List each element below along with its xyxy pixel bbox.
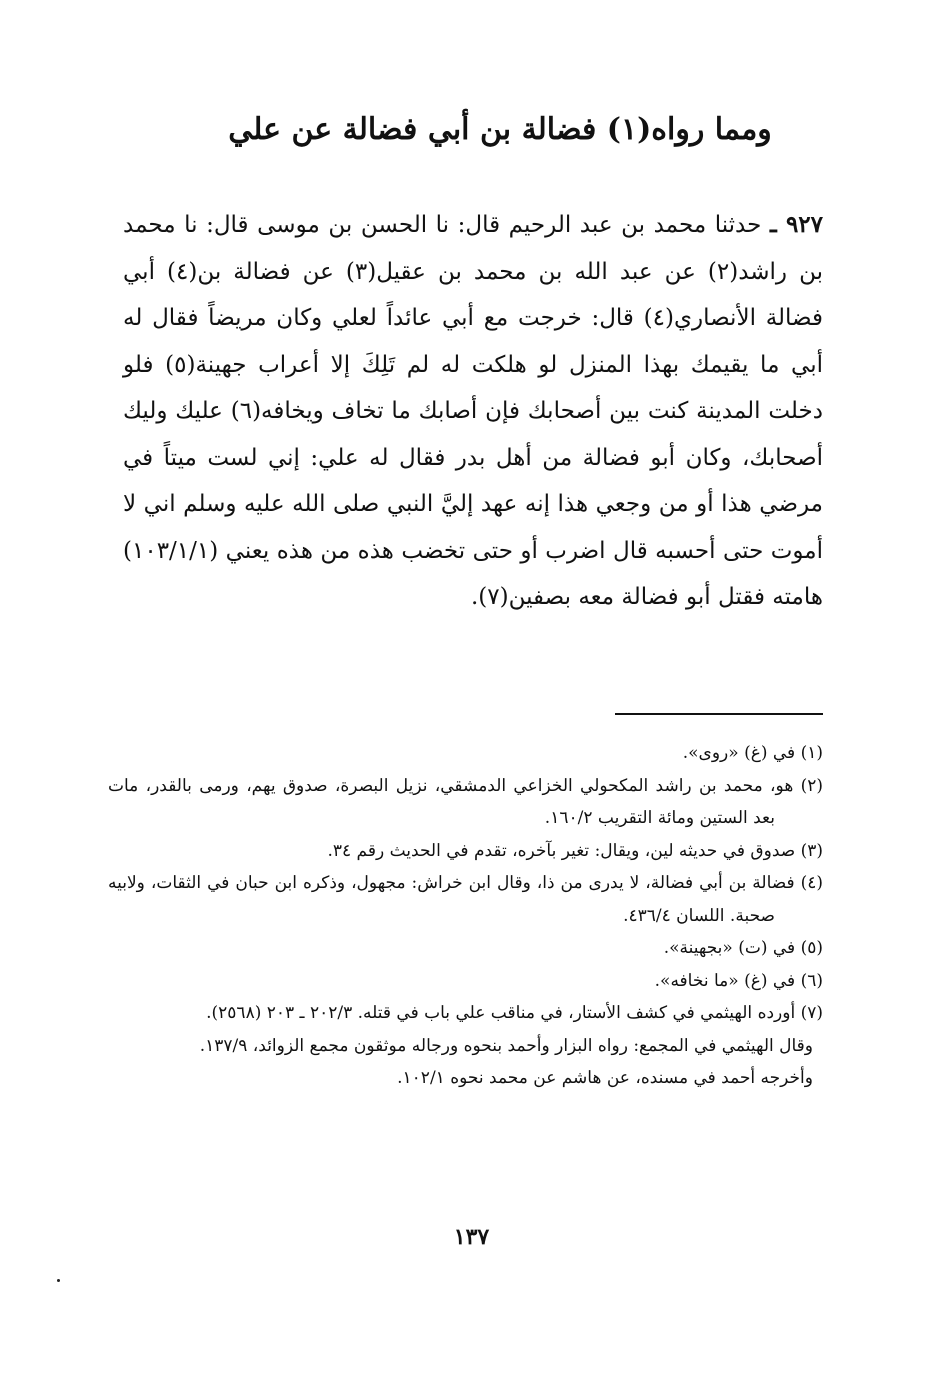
footnotes xyxy=(108,737,823,1095)
hadith-paragraph xyxy=(123,202,823,621)
footnote-separator xyxy=(615,713,823,715)
footnote-3: (٣) صدوق في حديثه لين، ويقال: تغير بآخره، تقدم في الحديث رقم ٣٤. xyxy=(327,840,823,861)
page-number: ١٣٧ xyxy=(453,1224,490,1250)
footnote-7: (٧) أورده الهيثمي في كشف الأستار، في مناقب علي باب في قتله. ٢٠٢/٣ ـ ٢٠٣ (٢٥٦٨). xyxy=(206,1003,823,1023)
footnote-7-continuation-2: وأخرجه أحمد في مسنده، عن هاشم عن محمد نحوه ١٠٢/١. xyxy=(397,1068,813,1088)
footnote-5: (٥) في (ت) «بجهينة». xyxy=(663,938,823,958)
section-heading: ومما رواه(١) فضالة بن أبي فضالة عن علي xyxy=(228,112,772,147)
footnote-6: (٦) في (غ) «ما نخافه». xyxy=(654,970,823,991)
scan-speck xyxy=(57,1279,60,1282)
footnote-7-continuation-1: وقال الهيثمي في المجمع: رواه البزار وأحمد بنحوه ورجاله موثقون مجمع الزوائد، ١٣٧/٩. xyxy=(199,1035,813,1056)
footnote-4: (٤) فضالة بن أبي فضالة، لا يدرى من ذا، وقال ابن خراش: مجهول، وذكره ابن حبان في الثقات، ولابيه صحبة. اللسان ٤٣٦/٤. xyxy=(108,873,823,926)
hadith-number: ٩٢٧ ـ xyxy=(769,211,824,238)
footnote-2: (٢) هو، محمد بن راشد المكحولي الخزاعي الدمشقي، نزيل البصرة، صدوق يهم، ورمى بالقدر، مات بعد الستين ومائة التقريب ١٦٠/٢. xyxy=(108,775,823,828)
footnote-1: (١) في (غ) «روى». xyxy=(682,743,823,763)
hadith-text: حدثنا محمد بن عبد الرحيم قال: نا الحسن بن موسى قال: نا محمد بن راشد(٢) عن عبد الله بن محمد بن عقيل(٣) عن فضالة بن(٤) أبي فضالة الأنصاري(٤) قال: خرجت مع أبي عائداً لعلي وكان مريضاً فقال له أبي ما يقيمك بهذا المنزل لو هلكت له لم تَلِكَ إلا أعراب جهينة(٥) فلو دخلت المدينة كنت بين أصحابك فإن أصابك ما تخاف ويخافه(٦) عليك وليك أصحابك، وكان أبو فضالة من أهل بدر فقال له علي: إني لست ميتاً في مرضي هذا أو من وجعي هذا إنه عهد إليَّ النبي صلى الله عليه وسلم اني لا أموت حتى أحسبه قال اضرب أو حتى تخضب هذه من هذه يعني (١٠٣/١/١) هامته فقتل أبو فضالة معه بصفين(٧). xyxy=(123,212,824,610)
